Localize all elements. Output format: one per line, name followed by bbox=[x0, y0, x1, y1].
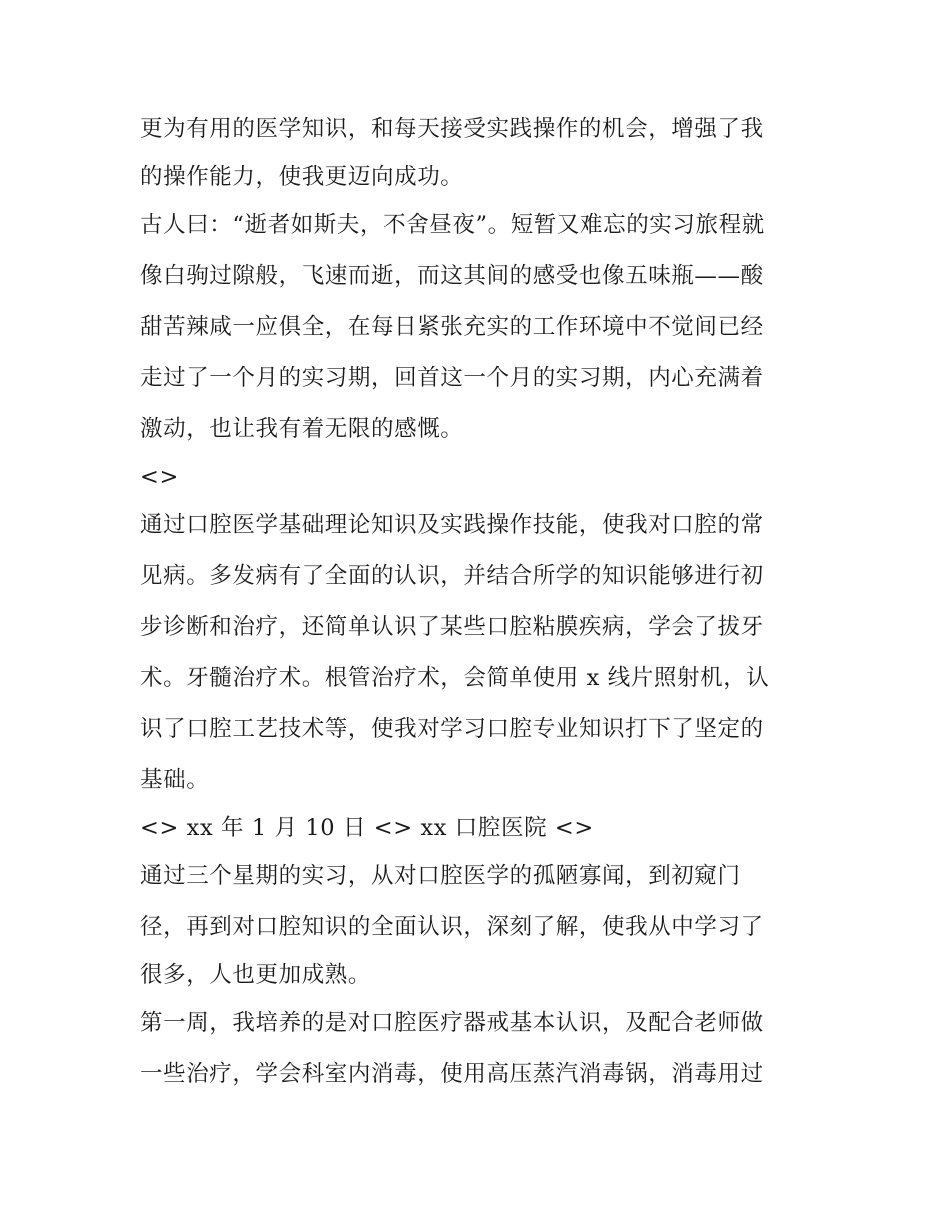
text-line: 步诊断和治疗，还简单认识了某些口腔粘膜疾病，学会了拔牙 bbox=[140, 614, 764, 640]
text-line: 第一周，我培养的是对口腔医疗器戒基本认识，及配合老师做 bbox=[140, 1010, 764, 1036]
text-line: 走过了一个月的实习期，回首这一个月的实习期，内心充满着 bbox=[140, 365, 764, 391]
text-line: 激动，也让我有着无限的感慨。 bbox=[140, 416, 464, 442]
text-line: 的操作能力，使我更迈向成功。 bbox=[140, 164, 464, 190]
text-line: 识了口腔工艺技术等，使我对学习口腔专业知识打下了坚定的 bbox=[140, 716, 764, 742]
text-line: 基础。 bbox=[140, 767, 210, 793]
date-line: <> xx 年 1 月 10 日 <> xx 口腔医院 <> bbox=[140, 815, 594, 841]
text-line: 很多，人也更加成熟。 bbox=[140, 962, 372, 988]
text-line: 甜苦辣咸一应俱全，在每日紧张充实的工作环境中不觉间已经 bbox=[140, 314, 764, 340]
text-line: 通过三个星期的实习，从对口腔医学的孤陋寡闻，到初窥门 bbox=[140, 863, 741, 889]
text-line: 像白驹过隙般，飞速而逝，而这其间的感受也像五味瓶——酸 bbox=[140, 263, 764, 289]
text-line: 径，再到对口腔知识的全面认识，深刻了解，使我从中学习了 bbox=[140, 914, 764, 940]
section-marker: <> bbox=[140, 464, 179, 490]
text-line: 一些治疗，学会科室内消毒，使用高压蒸汽消毒锅，消毒用过 bbox=[140, 1061, 764, 1087]
text-line: 古人曰：“逝者如斯夫，不舍昼夜”。短暂又难忘的实习旅程就 bbox=[140, 212, 765, 238]
text-line: 术。牙髓治疗术。根管治疗术，会简单使用 x 线片照射机，认 bbox=[140, 665, 770, 691]
text-line: 通过口腔医学基础理论知识及实践操作技能，使我对口腔的常 bbox=[140, 512, 764, 538]
document-body bbox=[140, 104, 820, 1100]
text-line: 见病。多发病有了全面的认识，并结合所学的知识能够进行初 bbox=[140, 563, 764, 589]
text-line: 更为有用的医学知识，和每天接受实践操作的机会，增强了我 bbox=[140, 116, 764, 142]
